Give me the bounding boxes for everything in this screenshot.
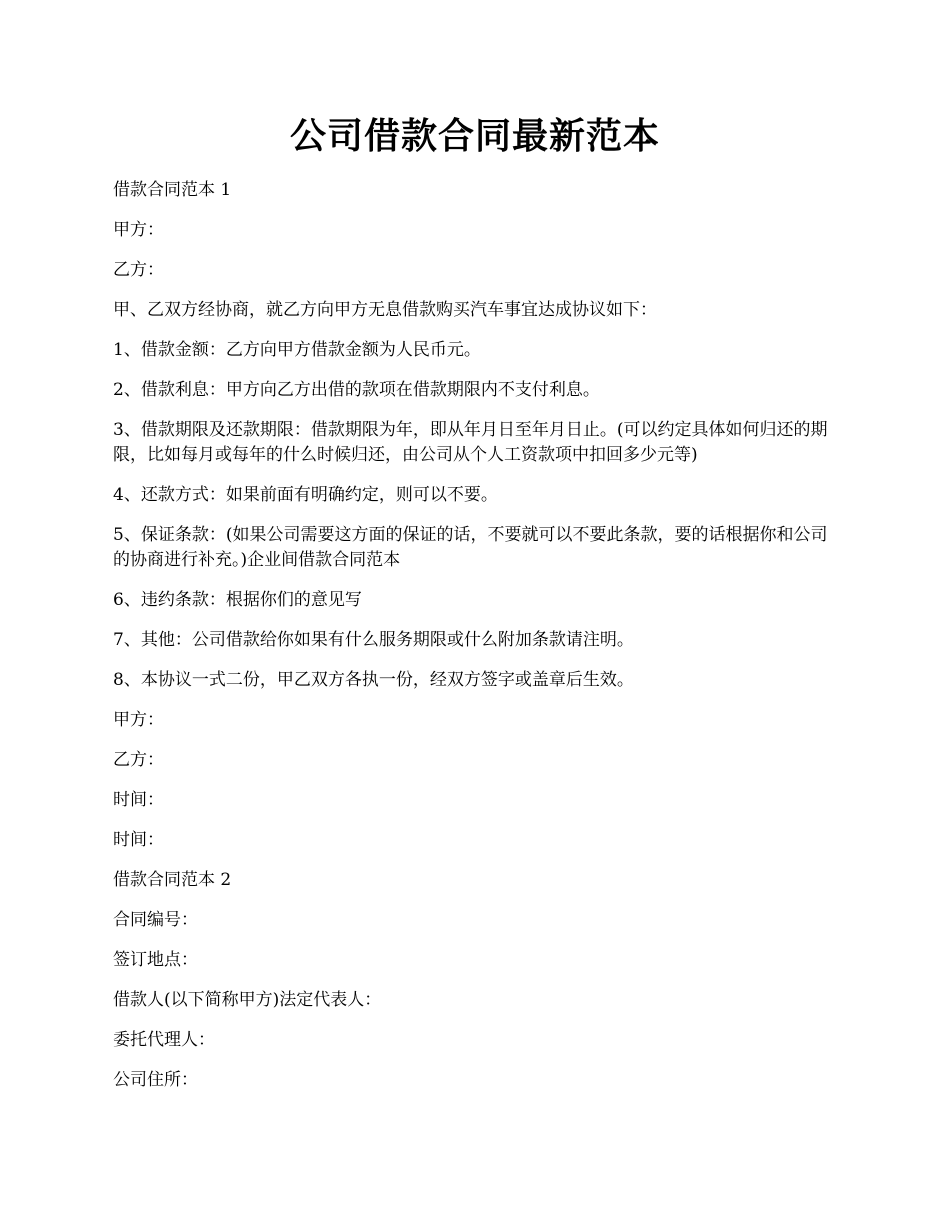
clause-5-guarantee: 5、保证条款：(如果公司需要这方面的保证的话，不要就可以不要此条款，要的话根据你和公司的协商进行补充。)企业间借款合同范本 xyxy=(113,525,828,570)
clause-1-loan-amount: 1、借款金额：乙方向甲方借款金额为人民币元。 xyxy=(113,340,481,360)
section-heading-template-2: 借款合同范本 2 xyxy=(113,870,232,890)
signature-party-b: 乙方： xyxy=(113,750,164,770)
clause-8-copies: 8、本协议一式二份，甲乙双方各执一份，经双方签字或盖章后生效。 xyxy=(113,670,634,690)
section-heading-template-1: 借款合同范本 1 xyxy=(113,180,232,200)
signing-place-label: 签订地点： xyxy=(113,950,198,970)
contract-number-label: 合同编号： xyxy=(113,910,198,930)
party-a-label: 甲方： xyxy=(113,220,164,240)
clause-6-breach: 6、违约条款：根据你们的意见写 xyxy=(113,590,362,610)
clause-7-other: 7、其他：公司借款给你如果有什么服务期限或什么附加条款请注明。 xyxy=(113,630,634,650)
agent-label: 委托代理人： xyxy=(113,1030,215,1050)
clause-3-term: 3、借款期限及还款期限：借款期限为年，即从年月日至年月日止。(可以约定具体如何归还的期限，比如每月或每年的什么时候归还，由公司从个人工资款项中扣回多少元等) xyxy=(113,420,828,465)
signature-date-b: 时间： xyxy=(113,830,164,850)
document-title: 公司借款合同最新范本 xyxy=(289,115,660,157)
document-body xyxy=(113,178,843,1108)
clause-4-repayment: 4、还款方式：如果前面有明确约定，则可以不要。 xyxy=(113,485,498,505)
party-b-label: 乙方： xyxy=(113,260,164,280)
borrower-representative-label: 借款人(以下简称甲方)法定代表人： xyxy=(113,990,382,1010)
company-address-label: 公司住所： xyxy=(113,1070,198,1090)
signature-party-a: 甲方： xyxy=(113,710,164,730)
agreement-intro: 甲、乙双方经协商，就乙方向甲方无息借款购买汽车事宜达成协议如下： xyxy=(113,300,657,320)
clause-2-interest: 2、借款利息：甲方向乙方出借的款项在借款期限内不支付利息。 xyxy=(113,380,600,400)
signature-date-a: 时间： xyxy=(113,790,164,810)
